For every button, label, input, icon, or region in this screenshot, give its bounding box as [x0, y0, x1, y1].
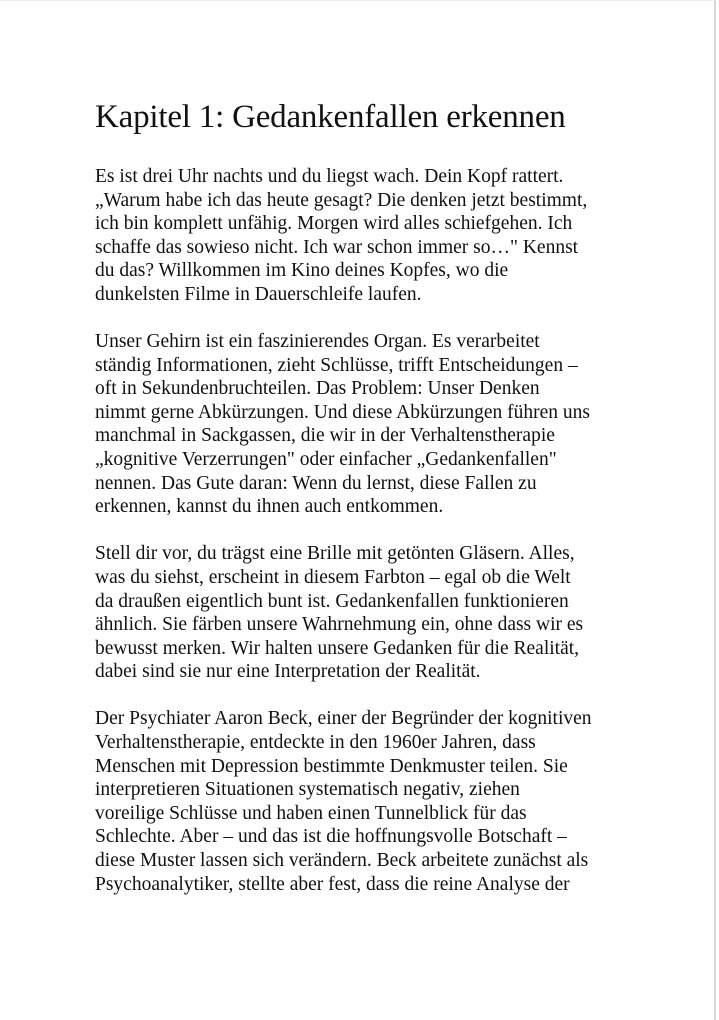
text-line: Es ist drei Uhr nachts und du liegst wach. Dein Kopf rattert. — [95, 166, 564, 187]
text-line: ständig Informationen, zieht Schlüsse, trifft Entscheidungen – — [95, 354, 578, 376]
text-line: oft in Sekundenbruchteilen. Das Problem: Unser Denken — [95, 378, 540, 400]
text-line: voreilige Schlüsse und haben einen Tunnelblick für das — [95, 802, 527, 824]
document-content — [95, 97, 655, 920]
text-line: was du siehst, erscheint in diesem Farbton – egal ob die Welt — [95, 566, 571, 588]
body-text — [95, 165, 655, 896]
text-line: erkennen, kannst du ihnen auch entkommen. — [95, 496, 444, 518]
paragraph — [95, 542, 655, 684]
text-line: da draußen eigentlich bunt ist. Gedankenfallen funktionieren — [95, 590, 569, 612]
text-line: nimmt gerne Abkürzungen. Und diese Abkürzungen führen uns — [95, 401, 590, 423]
text-line: „Warum habe ich das heute gesagt? Die denken jetzt bestimmt, — [95, 189, 588, 211]
text-line: du das? Willkommen im Kino deines Kopfes, wo die — [95, 260, 509, 282]
paragraph — [95, 330, 655, 519]
text-line: Psychoanalytiker, stellte aber fest, dass die reine Analyse der — [95, 873, 570, 895]
text-line: Verhaltenstherapie, entdeckte in den 1960er Jahren, dass — [95, 731, 536, 753]
text-line: diese Muster lassen sich verändern. Beck arbeitete zunächst als — [95, 849, 589, 871]
paragraph — [95, 707, 655, 896]
text-line: dunkelsten Filme in Dauerschleife laufen. — [95, 283, 422, 305]
paragraph — [95, 165, 655, 307]
text-line: nennen. Das Gute daran: Wenn du lernst, diese Fallen zu — [95, 472, 537, 494]
text-line: Schlechte. Aber – und das ist die hoffnungsvolle Botschaft – — [95, 826, 567, 848]
text-line: ähnlich. Sie färben unsere Wahrnehmung ein, ohne dass wir es — [95, 614, 584, 636]
text-line: bewusst merken. Wir halten unsere Gedanken für die Realität, — [95, 637, 580, 659]
text-line: Stell dir vor, du trägst eine Brille mit getönten Gläsern. Alles, — [95, 543, 575, 565]
text-line: ich bin komplett unfähig. Morgen wird alles schiefgehen. Ich — [95, 213, 573, 235]
text-line: dabei sind sie nur eine Interpretation der Realität. — [95, 661, 481, 683]
text-line: schaffe das sowieso nicht. Ich war schon immer so…" Kennst — [95, 236, 579, 258]
text-line: manchmal in Sackgassen, die wir in der Verhaltenstherapie — [95, 425, 555, 447]
text-line: „kognitive Verzerrungen" oder einfacher „Gedankenfallen" — [95, 449, 557, 471]
text-line: Menschen mit Depression bestimmte Denkmuster teilen. Sie — [95, 755, 568, 777]
text-line: interpretieren Situationen systematisch negativ, ziehen — [95, 779, 520, 801]
text-line: Der Psychiater Aaron Beck, einer der Begründer der kognitiven — [95, 708, 592, 730]
chapter-title: Kapitel 1: Gedankenfallen erkennen — [95, 99, 566, 135]
text-line: Unser Gehirn ist ein faszinierendes Organ. Es verarbeitet — [95, 331, 540, 353]
